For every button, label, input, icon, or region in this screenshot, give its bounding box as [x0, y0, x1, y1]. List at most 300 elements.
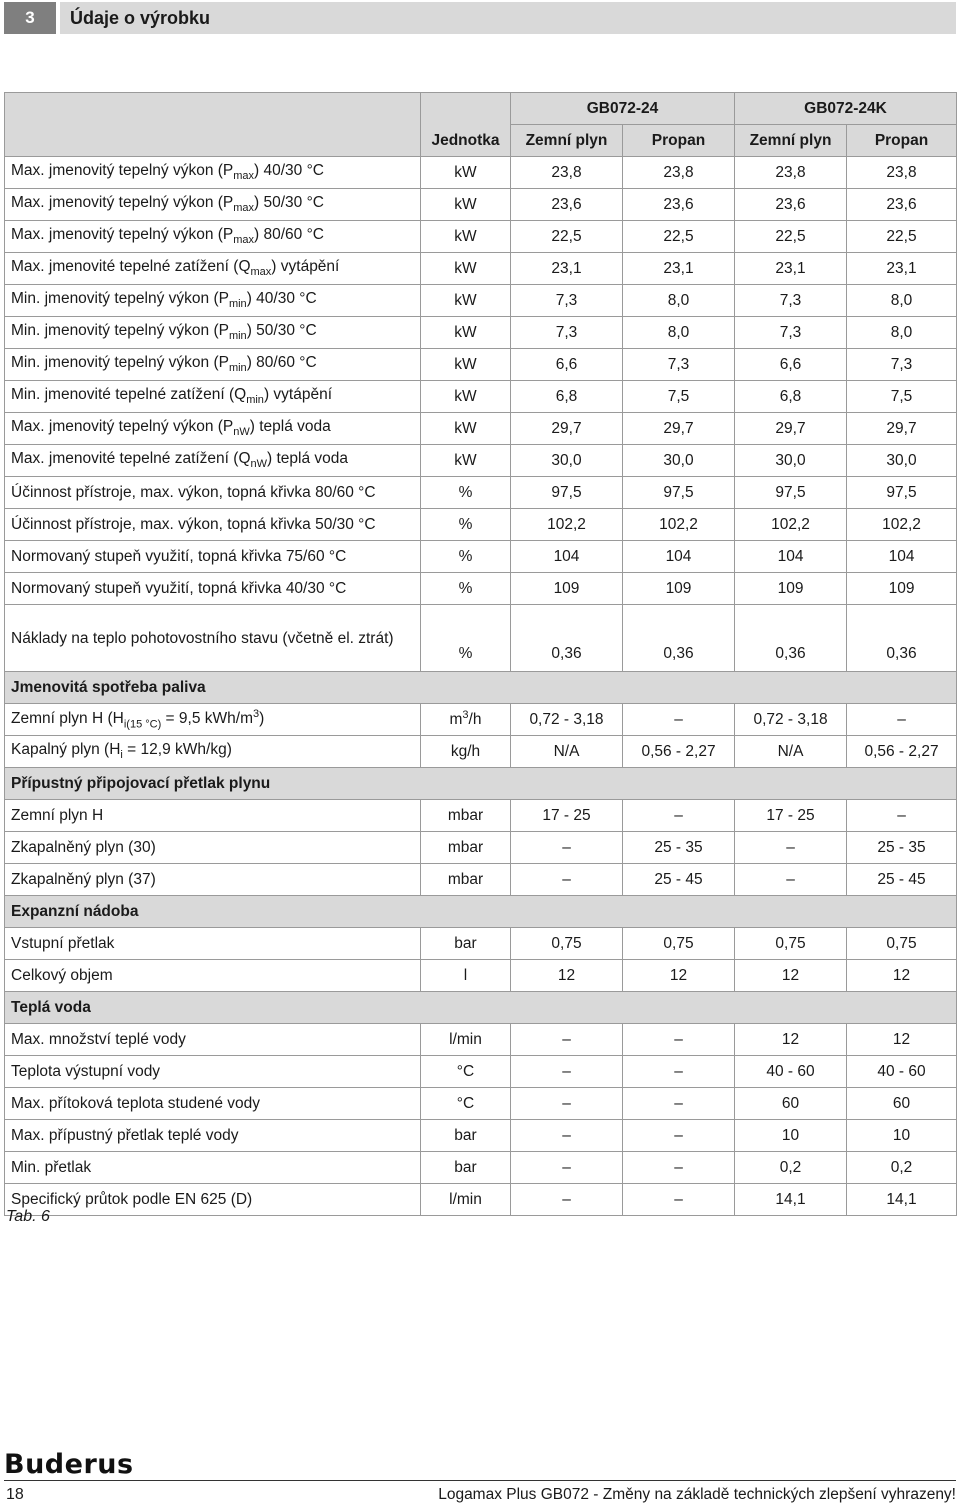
value-cell: – [623, 704, 735, 736]
table-row [5, 157, 957, 189]
value-cell: 22,5 [511, 221, 623, 253]
section-row [5, 992, 957, 1024]
value-cell: 109 [511, 573, 623, 605]
value-cell: 97,5 [735, 477, 847, 509]
unit-text: mbar [447, 870, 484, 888]
model-header: GB072-24 [511, 93, 735, 125]
unit-text: °C [456, 1062, 475, 1080]
table-header-row-models [5, 93, 957, 125]
parameter-text: Max. přípustný přetlak teplé vody [11, 1126, 239, 1144]
unit-header: Jednotka [421, 93, 511, 157]
table-row [5, 960, 957, 992]
parameter-suffix: ) teplá voda [249, 418, 331, 436]
parameter-text: Max. přítoková teplota studené vody [11, 1094, 261, 1112]
table-row [5, 413, 957, 445]
value-cell: 60 [847, 1088, 957, 1120]
value-cell: – [847, 704, 957, 736]
value-cell: 0,36 [623, 605, 735, 672]
unit-text: kW [454, 291, 477, 309]
unit-cell [421, 864, 511, 896]
value-cell: 0,72 - 3,18 [735, 704, 847, 736]
parameter-superscript: 3 [253, 708, 260, 721]
table-caption: Tab. 6 [6, 1208, 50, 1225]
parameter-text: Kapalný plyn (H [11, 741, 121, 759]
unit-text: % [458, 579, 473, 597]
table-row [5, 541, 957, 573]
value-cell: 102,2 [735, 509, 847, 541]
parameter-label [5, 1120, 421, 1152]
unit-text: bar [454, 1158, 477, 1176]
value-cell: 23,1 [623, 253, 735, 285]
parameter-text: Max. jmenovitý tepelný výkon (P [11, 194, 234, 212]
value-cell: 102,2 [847, 509, 957, 541]
fuel-header: Zemní plyn [511, 125, 623, 157]
value-cell: 0,75 [623, 928, 735, 960]
value-cell: – [623, 1184, 735, 1216]
parameter-text: Max. množství teplé vody [11, 1030, 186, 1048]
value-cell: 12 [623, 960, 735, 992]
parameter-label [5, 157, 421, 189]
value-cell: 10 [735, 1120, 847, 1152]
value-cell: 109 [847, 573, 957, 605]
parameter-subscript: i [120, 749, 123, 762]
table-row [5, 349, 957, 381]
table-row [5, 736, 957, 768]
value-cell: 23,8 [847, 157, 957, 189]
value-cell: – [847, 800, 957, 832]
unit-cell [421, 509, 511, 541]
value-cell: – [511, 1152, 623, 1184]
value-cell: 23,8 [623, 157, 735, 189]
value-cell: 7,5 [847, 381, 957, 413]
unit-cell [421, 253, 511, 285]
parameter-label [5, 1184, 421, 1216]
table-row [5, 509, 957, 541]
parameter-text: Zemní plyn H [11, 806, 104, 824]
parameter-text: Zkapalněný plyn (30) [11, 838, 156, 856]
value-cell: – [623, 800, 735, 832]
parameter-label [5, 1152, 421, 1184]
unit-text: kW [454, 323, 477, 341]
section-label: Teplá voda [5, 992, 957, 1024]
parameter-text: Min. jmenovitý tepelný výkon (P [11, 354, 229, 372]
parameter-label [5, 189, 421, 221]
value-cell: 23,6 [847, 189, 957, 221]
fuel-header: Zemní plyn [735, 125, 847, 157]
parameter-text: Vstupní přetlak [11, 934, 115, 952]
unit-text: % [458, 483, 473, 501]
unit-text: kW [454, 227, 477, 245]
parameter-label [5, 317, 421, 349]
parameter-text: Min. jmenovitý tepelný výkon (P [11, 290, 229, 308]
value-cell: 23,8 [511, 157, 623, 189]
unit-cell [421, 1088, 511, 1120]
parameter-label [5, 704, 421, 736]
table-row [5, 704, 957, 736]
parameter-label [5, 960, 421, 992]
section-label: Expanzní nádoba [5, 896, 957, 928]
unit-cell [421, 413, 511, 445]
parameter-suffix: ) 50/30 °C [246, 322, 317, 340]
table-row [5, 381, 957, 413]
value-cell: 6,8 [511, 381, 623, 413]
page-number: 18 [6, 1486, 24, 1503]
unit-text: kW [454, 419, 477, 437]
unit-cell [421, 317, 511, 349]
value-cell: 30,0 [847, 445, 957, 477]
unit-text: bar [454, 1126, 477, 1144]
value-cell: – [623, 1088, 735, 1120]
value-cell: 12 [735, 1024, 847, 1056]
unit-text: l/min [449, 1190, 482, 1208]
value-cell: 12 [847, 1024, 957, 1056]
parameter-label [5, 864, 421, 896]
parameter-label [5, 445, 421, 477]
value-cell: 22,5 [623, 221, 735, 253]
model-header: GB072-24K [735, 93, 957, 125]
parameter-subscript: max [250, 266, 272, 279]
unit-text: % [458, 515, 473, 533]
unit-text: kW [454, 387, 477, 405]
table-row [5, 864, 957, 896]
unit-text: kW [454, 259, 477, 277]
parameter-text: Účinnost přístroje, max. výkon, topná křivka 80/60 °C [11, 483, 376, 501]
value-cell: 97,5 [623, 477, 735, 509]
table-row [5, 189, 957, 221]
unit-cell [421, 800, 511, 832]
value-cell: 25 - 35 [623, 832, 735, 864]
value-cell: – [623, 1120, 735, 1152]
value-cell: 0,72 - 3,18 [511, 704, 623, 736]
value-cell: 29,7 [511, 413, 623, 445]
table-row [5, 1088, 957, 1120]
unit-cell [421, 605, 511, 672]
unit-cell [421, 832, 511, 864]
unit-cell [421, 960, 511, 992]
parameter-subscript: max [233, 202, 255, 215]
parameter-subscript: min [228, 330, 247, 343]
value-cell: – [623, 1056, 735, 1088]
value-cell: 0,36 [847, 605, 957, 672]
parameter-label [5, 413, 421, 445]
table-row [5, 605, 957, 672]
value-cell: N/A [511, 736, 623, 768]
value-cell: 109 [623, 573, 735, 605]
unit-text: l [463, 966, 468, 984]
unit-text: l/min [449, 1030, 482, 1048]
parameter-suffix: ) 80/60 °C [246, 354, 317, 372]
parameter-subscript: nW [233, 426, 250, 439]
parameter-text: Normovaný stupeň využití, topná křivka 75/60 °C [11, 547, 347, 565]
value-cell: 29,7 [847, 413, 957, 445]
parameter-suffix: ) vytápění [263, 386, 332, 404]
unit-text: % [458, 645, 473, 662]
value-cell: 12 [511, 960, 623, 992]
unit-superscript: 3 [462, 709, 469, 722]
section-row [5, 896, 957, 928]
parameter-subscript: max [233, 234, 255, 247]
unit-cell [421, 285, 511, 317]
table-row [5, 285, 957, 317]
unit-cell [421, 189, 511, 221]
value-cell: 7,3 [623, 349, 735, 381]
value-cell: 7,5 [623, 381, 735, 413]
unit-cell [421, 736, 511, 768]
unit-text: kW [454, 195, 477, 213]
parameter-label [5, 541, 421, 573]
technical-data-table [4, 92, 957, 1216]
value-cell: 23,1 [735, 253, 847, 285]
parameter-label [5, 349, 421, 381]
value-cell: 8,0 [847, 285, 957, 317]
unit-suffix: /h [468, 711, 482, 729]
parameter-text: Zkapalněný plyn (37) [11, 870, 156, 888]
parameter-text: Celkový objem [11, 966, 113, 984]
table-row [5, 928, 957, 960]
parameter-label [5, 605, 421, 672]
footer-divider [4, 1480, 956, 1481]
parameter-label [5, 1024, 421, 1056]
value-cell: 7,3 [847, 349, 957, 381]
value-cell: 0,36 [735, 605, 847, 672]
chapter-header [4, 2, 956, 34]
table-row [5, 832, 957, 864]
parameter-label [5, 736, 421, 768]
table-row [5, 800, 957, 832]
value-cell: 0,56 - 2,27 [847, 736, 957, 768]
table-row [5, 1184, 957, 1216]
unit-text: kg/h [450, 742, 481, 760]
parameter-label [5, 573, 421, 605]
value-cell: 40 - 60 [735, 1056, 847, 1088]
table-row [5, 477, 957, 509]
table-row [5, 253, 957, 285]
unit-cell [421, 157, 511, 189]
value-cell: 104 [623, 541, 735, 573]
value-cell: 7,3 [511, 317, 623, 349]
parameter-text: Účinnost přístroje, max. výkon, topná křivka 50/30 °C [11, 515, 376, 533]
value-cell: – [735, 832, 847, 864]
unit-cell [421, 928, 511, 960]
value-cell: 30,0 [735, 445, 847, 477]
parameter-subscript: i(15 °C) [123, 718, 162, 731]
unit-cell [421, 381, 511, 413]
parameter-subscript: max [233, 170, 255, 183]
parameter-label [5, 1088, 421, 1120]
value-cell: – [511, 1024, 623, 1056]
unit-cell [421, 541, 511, 573]
value-cell: 40 - 60 [847, 1056, 957, 1088]
parameter-text: Specifický průtok podle EN 625 (D) [11, 1190, 253, 1208]
fuel-header: Propan [623, 125, 735, 157]
value-cell: 23,1 [847, 253, 957, 285]
table-row [5, 1152, 957, 1184]
unit-text: kW [454, 451, 477, 469]
parameter-text: Teplota výstupní vody [11, 1062, 161, 1080]
section-label: Přípustný připojovací přetlak plynu [5, 768, 957, 800]
section-row [5, 768, 957, 800]
value-cell: 7,3 [511, 285, 623, 317]
section-row [5, 672, 957, 704]
document-title: Logamax Plus GB072 - Změny na základě technických zlepšení vyhrazeny! [438, 1486, 956, 1503]
table-row [5, 1120, 957, 1152]
value-cell: – [511, 1088, 623, 1120]
value-cell: 23,6 [623, 189, 735, 221]
parameter-text: Náklady na teplo pohotovostního stavu (včetně el. ztrát) [11, 629, 394, 647]
unit-cell [421, 1184, 511, 1216]
value-cell: 14,1 [735, 1184, 847, 1216]
unit-cell [421, 573, 511, 605]
value-cell: 6,6 [735, 349, 847, 381]
value-cell: 30,0 [623, 445, 735, 477]
parameter-label [5, 928, 421, 960]
value-cell: 104 [735, 541, 847, 573]
chapter-number: 3 [4, 2, 56, 34]
value-cell: 0,75 [511, 928, 623, 960]
value-cell: 7,3 [735, 285, 847, 317]
unit-text: kW [454, 355, 477, 373]
unit-cell [421, 1056, 511, 1088]
unit-cell [421, 221, 511, 253]
value-cell: 23,8 [735, 157, 847, 189]
table-row [5, 573, 957, 605]
value-cell: 25 - 45 [847, 864, 957, 896]
parameter-label [5, 221, 421, 253]
value-cell: 0,56 - 2,27 [623, 736, 735, 768]
value-cell: 14,1 [847, 1184, 957, 1216]
value-cell: 23,6 [511, 189, 623, 221]
fuel-header: Propan [847, 125, 957, 157]
value-cell: 104 [511, 541, 623, 573]
value-cell: 6,6 [511, 349, 623, 381]
value-cell: 12 [847, 960, 957, 992]
value-cell: – [511, 1120, 623, 1152]
parameter-subscript: nW [250, 458, 268, 471]
parameter-suffix: ) vytápění [271, 258, 340, 276]
parameter-label [5, 832, 421, 864]
parameter-label [5, 509, 421, 541]
parameter-suffix: = 12,9 kWh/kg) [122, 741, 232, 759]
value-cell: 102,2 [511, 509, 623, 541]
table-row [5, 1024, 957, 1056]
unit-cell [421, 477, 511, 509]
value-cell: 0,2 [847, 1152, 957, 1184]
parameter-suffix: = 9,5 kWh/m [161, 710, 253, 728]
value-cell: N/A [735, 736, 847, 768]
parameter-text: Max. jmenovitý tepelný výkon (P [11, 418, 234, 436]
value-cell: – [623, 1024, 735, 1056]
unit-cell [421, 704, 511, 736]
unit-cell [421, 1120, 511, 1152]
parameter-text: Min. jmenovité tepelné zatížení (Q [11, 386, 247, 404]
chapter-title: Údaje o výrobku [60, 2, 956, 34]
value-cell: 104 [847, 541, 957, 573]
value-cell: 22,5 [847, 221, 957, 253]
table-row [5, 445, 957, 477]
value-cell: 17 - 25 [511, 800, 623, 832]
unit-text: mbar [447, 806, 484, 824]
parameter-suffix: ) [259, 710, 265, 728]
table-row [5, 1056, 957, 1088]
parameter-label [5, 800, 421, 832]
unit-text: °C [456, 1094, 475, 1112]
value-cell: 8,0 [623, 317, 735, 349]
parameter-text: Max. jmenovité tepelné zatížení (Q [11, 258, 251, 276]
parameter-label [5, 381, 421, 413]
parameter-suffix: ) 40/30 °C [254, 162, 325, 180]
unit-text: mbar [447, 838, 484, 856]
brand-logo: Buderus [4, 1449, 134, 1480]
value-cell: – [623, 1152, 735, 1184]
value-cell: 29,7 [623, 413, 735, 445]
value-cell: 97,5 [511, 477, 623, 509]
parameter-subscript: min [246, 394, 264, 407]
unit-text: m [449, 711, 463, 729]
parameter-label [5, 477, 421, 509]
value-cell: 23,1 [511, 253, 623, 285]
value-cell: – [511, 832, 623, 864]
value-cell: 0,2 [735, 1152, 847, 1184]
parameter-text: Normovaný stupeň využití, topná křivka 40/30 °C [11, 579, 347, 597]
table-row [5, 317, 957, 349]
unit-text: % [458, 547, 473, 565]
parameter-suffix: ) 80/60 °C [254, 226, 325, 244]
parameter-text: Max. jmenovité tepelné zatížení (Q [11, 450, 251, 468]
value-cell: 17 - 25 [735, 800, 847, 832]
value-cell: 25 - 35 [847, 832, 957, 864]
value-cell: 8,0 [623, 285, 735, 317]
value-cell: 0,75 [735, 928, 847, 960]
value-cell: 6,8 [735, 381, 847, 413]
parameter-label [5, 253, 421, 285]
unit-text: kW [454, 163, 477, 181]
value-cell: 8,0 [847, 317, 957, 349]
unit-text: bar [454, 934, 477, 952]
parameter-text: Max. jmenovitý tepelný výkon (P [11, 226, 234, 244]
parameter-subscript: min [228, 298, 247, 311]
value-cell: 109 [735, 573, 847, 605]
parameter-text: Max. jmenovitý tepelný výkon (P [11, 162, 234, 180]
table-row [5, 221, 957, 253]
value-cell: 22,5 [735, 221, 847, 253]
value-cell: 29,7 [735, 413, 847, 445]
parameter-text: Zemní plyn H (H [11, 710, 124, 728]
value-cell: – [511, 1184, 623, 1216]
parameter-text: Min. jmenovitý tepelný výkon (P [11, 322, 229, 340]
value-cell: 7,3 [735, 317, 847, 349]
parameter-label [5, 285, 421, 317]
value-cell: 10 [847, 1120, 957, 1152]
parameter-suffix: ) 40/30 °C [246, 290, 317, 308]
parameter-subscript: min [228, 362, 247, 375]
unit-cell [421, 349, 511, 381]
parameter-suffix: ) teplá voda [267, 450, 349, 468]
value-cell: – [735, 864, 847, 896]
parameter-label [5, 1056, 421, 1088]
parameter-text: Min. přetlak [11, 1158, 92, 1176]
value-cell: – [511, 1056, 623, 1088]
unit-cell [421, 445, 511, 477]
value-cell: 12 [735, 960, 847, 992]
value-cell: 102,2 [623, 509, 735, 541]
value-cell: 97,5 [847, 477, 957, 509]
parameter-suffix: ) 50/30 °C [254, 194, 325, 212]
unit-cell [421, 1152, 511, 1184]
header-blank-cell [5, 93, 421, 157]
value-cell: – [511, 864, 623, 896]
unit-cell [421, 1024, 511, 1056]
value-cell: 0,75 [847, 928, 957, 960]
